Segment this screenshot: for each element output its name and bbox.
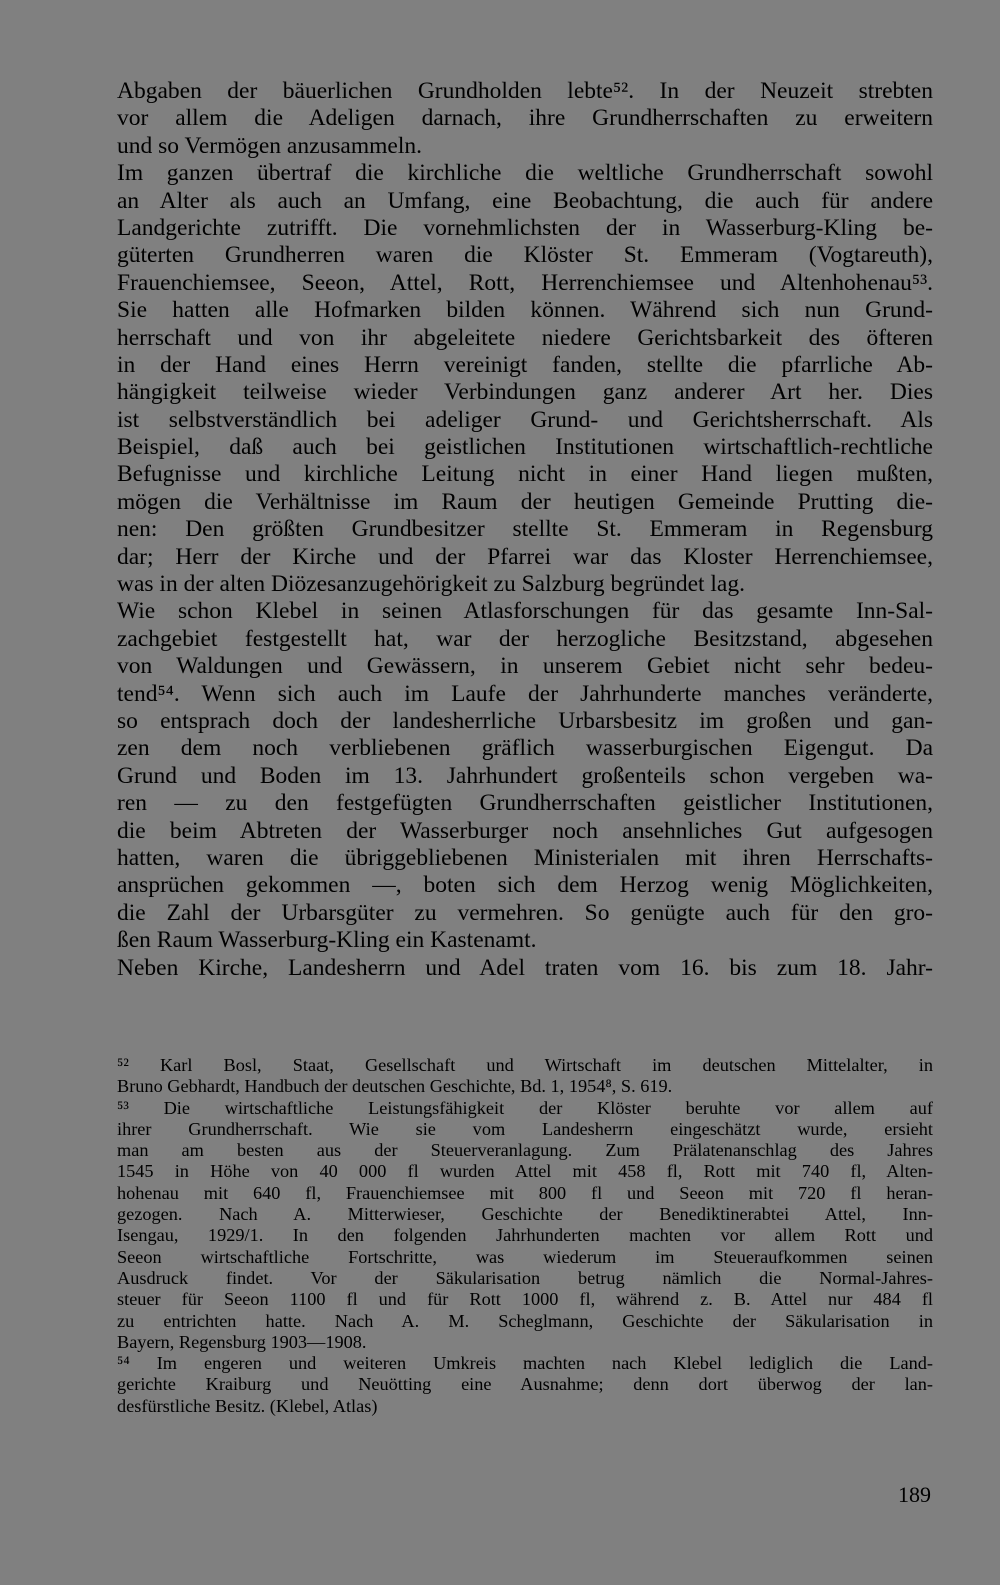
- footnote-line: zu entrichten hatte. Nach A. M. Scheglmann, Geschichte der Säkularisation in: [117, 1310, 933, 1331]
- text-line: Im ganzen übertraf die kirchliche die weltliche Grundherrschaft sowohl: [117, 160, 933, 187]
- text-line: Sie hatten alle Hofmarken bilden können. Während sich nun Grund-: [117, 297, 933, 324]
- footnote-line: ihrer Grundherrschaft. Wie sie vom Landesherrn eingeschätzt wurde, ersieht: [117, 1118, 933, 1139]
- text-line: zachgebiet festgestellt hat, war der herzogliche Besitzstand, abgesehen: [117, 625, 933, 652]
- footnote-line: ⁵³ Die wirtschaftliche Leistungsfähigkeit der Klöster beruhte vor allem auf: [117, 1097, 933, 1118]
- footnote-line: Bruno Gebhardt, Handbuch der deutschen Geschichte, Bd. 1, 1954⁸, S. 619.: [117, 1076, 673, 1097]
- page-number: 189: [898, 1482, 931, 1507]
- text-line: Neben Kirche, Landesherrn und Adel traten vom 16. bis zum 18. Jahr-: [117, 954, 933, 981]
- text-line: an Alter als auch an Umfang, eine Beobachtung, die auch für andere: [117, 187, 933, 214]
- footnote-line: Seeon wirtschaftliche Fortschritte, was wiederum im Steueraufkommen seinen: [117, 1246, 933, 1267]
- text-line: Landgerichte zutrifft. Die vornehmlichsten der in Wasserburg-Kling be-: [117, 214, 933, 241]
- text-line: Beispiel, daß auch bei geistlichen Institutionen wirtschaftlich-rechtliche: [117, 434, 933, 461]
- main-text: [117, 78, 933, 982]
- footnote-line: 1545 in Höhe von 40 000 fl wurden Attel mit 458 fl, Rott mit 740 fl, Alten-: [117, 1161, 933, 1182]
- footnote-line: desfürstliche Besitz. (Klebel, Atlas): [117, 1395, 378, 1416]
- footnote-line: Ausdruck findet. Vor der Säkularisation betrug nämlich die Normal-Jahres-: [117, 1267, 933, 1288]
- text-line: mögen die Verhältnisse im Raum der heutigen Gemeinde Prutting die-: [117, 488, 933, 515]
- footnote-line: ⁵² Karl Bosl, Staat, Gesellschaft und Wirtschaft im deutschen Mittelalter, in: [117, 1055, 933, 1075]
- footnote-line: gerichte Kraiburg und Neuötting eine Ausnahme; denn dort überwog der lan-: [117, 1374, 933, 1395]
- text-line: und so Vermögen anzusammeln.: [117, 132, 423, 159]
- footnote-line: steuer für Seeon 1100 fl und für Rott 1000 fl, während z. B. Attel nur 484 fl: [117, 1289, 933, 1310]
- text-line: tend⁵⁴. Wenn sich auch im Laufe der Jahrhunderte manches veränderte,: [117, 680, 933, 707]
- text-line: die beim Abtreten der Wasserburger noch ansehnliches Gut aufgesogen: [117, 817, 933, 844]
- footnote-line: hohenau mit 640 fl, Frauenchiemsee mit 800 fl und Seeon mit 720 fl heran-: [117, 1182, 933, 1203]
- footnotes: [117, 1055, 933, 1417]
- text-line: vor allem die Adeligen darnach, ihre Grundherrschaften zu erweitern: [117, 105, 933, 132]
- text-line: ansprüchen gekommen —, boten sich dem Herzog wenig Möglichkeiten,: [117, 872, 933, 899]
- text-line: von Waldungen und Gewässern, in unserem Gebiet nicht sehr bedeu-: [117, 653, 933, 680]
- footnote-line: man am besten aus der Steuerveranlagung. Zum Prälatenanschlag des Jahres: [117, 1140, 933, 1161]
- text-line: was in der alten Diözesanzugehörigkeit zu Salzburg begründet lag.: [117, 571, 745, 598]
- text-line: zen dem noch verbliebenen gräflich wasserburgischen Eigengut. Da: [117, 735, 933, 762]
- text-line: güterten Grundherren waren die Klöster St. Emmeram (Vogtareuth),: [117, 242, 933, 269]
- text-line: Wie schon Klebel in seinen Atlasforschungen für das gesamte Inn-Sal-: [117, 598, 933, 625]
- text-line: in der Hand eines Herrn vereinigt fanden, stellte die pfarrliche Ab-: [117, 351, 933, 378]
- footnote-line: gezogen. Nach A. Mitterwieser, Geschichte der Benediktinerabtei Attel, Inn-: [117, 1204, 933, 1225]
- footnote-line: ⁵⁴ Im engeren und weiteren Umkreis machten nach Klebel lediglich die Land-: [117, 1353, 933, 1374]
- text-line: herrschaft und von ihr abgeleitete niedere Gerichtsbarkeit des öfteren: [117, 324, 933, 351]
- text-line: nen: Den größten Grundbesitzer stellte St. Emmeram in Regensburg: [117, 516, 933, 543]
- text-line: Grund und Boden im 13. Jahrhundert großenteils schon vergeben wa-: [117, 762, 933, 789]
- text-line: ist selbstverständlich bei adeliger Grund- und Gerichtsherrschaft. Als: [117, 406, 933, 433]
- text-line: die Zahl der Urbarsgüter zu vermehren. So genügte auch für den gro-: [117, 899, 933, 926]
- text-line: so entsprach doch der landesherrliche Urbarsbesitz im großen und gan-: [117, 707, 933, 734]
- text-line: Befugnisse und kirchliche Leitung nicht in einer Hand liegen mußten,: [117, 461, 933, 488]
- footnote-line: Bayern, Regensburg 1903—1908.: [117, 1331, 367, 1352]
- text-line: dar; Herr der Kirche und der Pfarrei war das Kloster Herrenchiemsee,: [117, 543, 933, 570]
- text-line: hängigkeit teilweise wieder Verbindungen ganz anderer Art her. Dies: [117, 379, 933, 406]
- text-line: Frauenchiemsee, Seeon, Attel, Rott, Herrenchiemsee und Altenhohenau⁵³.: [117, 269, 933, 296]
- text-line: Abgaben der bäuerlichen Grundholden lebte⁵². In der Neuzeit strebten: [117, 78, 933, 104]
- text-line: ßen Raum Wasserburg-Kling ein Kastenamt.: [117, 927, 537, 954]
- footnote-line: Isengau, 1929/1. In den folgenden Jahrhunderten machten vor allem Rott und: [117, 1225, 933, 1246]
- text-line: ren — zu den festgefügten Grundherrschaften geistlicher Institutionen,: [117, 790, 933, 817]
- text-line: hatten, waren die übriggebliebenen Ministerialen mit ihren Herrschafts-: [117, 844, 933, 871]
